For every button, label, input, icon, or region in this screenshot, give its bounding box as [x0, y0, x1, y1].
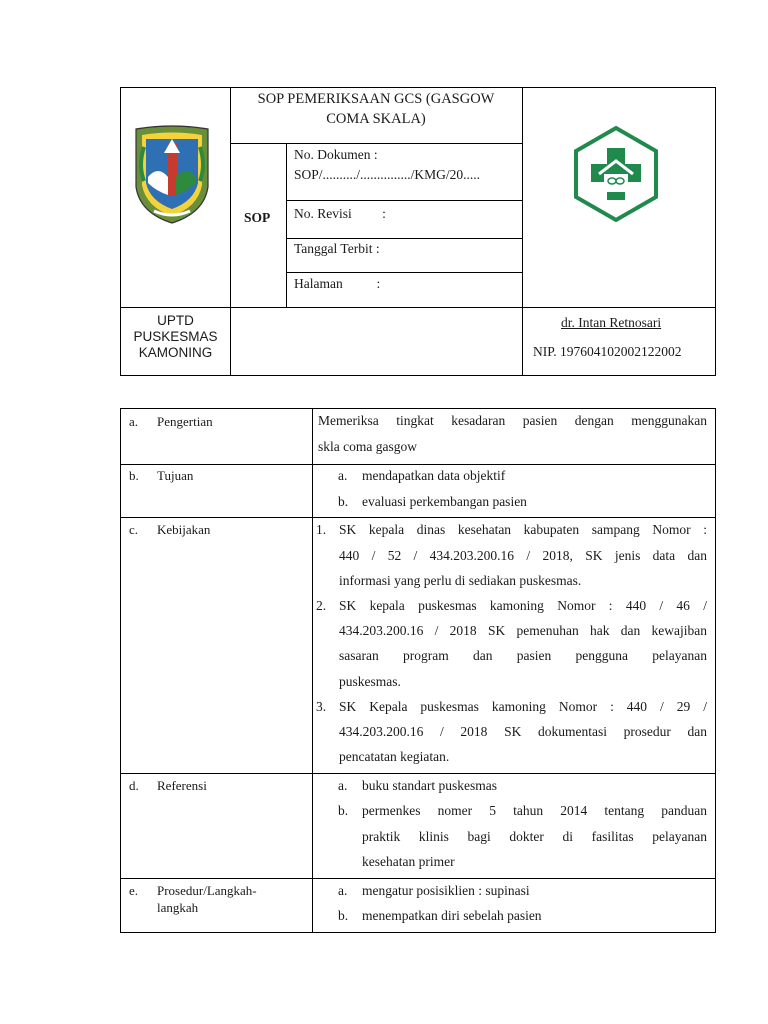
row-a-label: Pengertian	[157, 414, 213, 429]
row-c-item-1-line-2: 440 / 52 / 434.203.200.16 / 2018, SK jenis data dan	[339, 548, 707, 563]
org-line-1: UPTD	[157, 313, 194, 328]
row-c-item-2-line-2: 434.203.200.16 / 2018 SK pemenuhan hak dan kewajiban	[339, 623, 707, 638]
row-d-item-a-text: buku standart puskesmas	[362, 778, 497, 793]
row-a-line-1: Memeriksa tingkat kesadaran pasien dengan menggunakan	[318, 413, 707, 428]
row-b-item-a-marker: a.	[338, 468, 348, 483]
row-c-item-3-line-2: 434.203.200.16 / 2018 SK dokumentasi prosedur dan	[339, 724, 707, 739]
signatory-name: dr. Intan Retnosari	[561, 315, 662, 330]
row-c-item-3-marker: 3.	[316, 699, 327, 714]
row-e-item-b-marker: b.	[338, 908, 349, 923]
row-c-item-1-line-1: SK kepala dinas kesehatan kabupaten sampang Nomor :	[339, 522, 707, 537]
row-b-label: Tujuan	[157, 468, 194, 483]
row-b-item-a-text: mendapatkan data objektif	[362, 468, 506, 483]
signatory-nip: NIP. 197604102002122002	[533, 344, 682, 359]
sop-label: SOP	[244, 210, 271, 225]
row-d-label: Referensi	[157, 778, 207, 793]
row-a-letter: a.	[129, 414, 139, 429]
row-e-label-line-1: Prosedur/Langkah-	[157, 883, 257, 898]
row-a-line-2: skla coma gasgow	[318, 439, 417, 454]
row-e-item-a-marker: a.	[338, 883, 348, 898]
row-c-item-1-marker: 1.	[316, 522, 327, 537]
row-e-letter: e.	[129, 883, 139, 898]
row-c-item-2-line-4: puskesmas.	[339, 674, 401, 689]
row-c-letter: c.	[129, 522, 139, 537]
field-no-revisi: No. Revisi :	[294, 206, 386, 221]
document-title: SOP PEMERIKSAAN GCS (GASGOW COMA SKALA)	[257, 91, 495, 127]
row-c-item-2-marker: 2.	[316, 598, 327, 613]
row-c-item-2-line-1: SK kepala puskesmas kamoning Nomor : 440 / 46 /	[339, 598, 707, 613]
row-c-item-2-line-3: sasaran program dan pasien pengguna pelayanan	[339, 648, 707, 663]
row-d-item-b-line-3: kesehatan primer	[362, 854, 455, 869]
row-b-letter: b.	[129, 468, 139, 483]
row-b-item-b-text: evaluasi perkembangan pasien	[362, 494, 527, 509]
row-c-label: Kebijakan	[157, 522, 211, 537]
row-e-item-a-text: mengatur posisiklien : supinasi	[362, 883, 530, 898]
field-no-dokumen-value: SOP/........../.............../KMG/20.....	[294, 167, 481, 182]
regency-emblem-icon	[132, 125, 212, 225]
row-d-item-b-line-1: permenkes nomer 5 tahun 2014 tentang panduan	[362, 803, 707, 818]
field-tanggal-terbit: Tanggal Terbit :	[294, 241, 380, 256]
row-e-label-line-2: langkah	[157, 900, 199, 915]
row-c-item-1-line-3: informasi yang perlu di sediakan puskesmas.	[339, 573, 582, 588]
row-d-item-b-marker: b.	[338, 803, 349, 818]
row-c-item-3-line-1: SK Kepala puskesmas kamoning Nomor : 440 / 29 /	[339, 699, 707, 714]
row-b-item-b-marker: b.	[338, 494, 349, 509]
row-c-item-3-line-3: pencatatan kegiatan.	[339, 749, 450, 764]
row-d-item-b-line-2: praktik klinis bagi dokter di fasilitas pelayanan	[362, 829, 707, 844]
org-line-3: KAMONING	[138, 345, 213, 360]
row-e-item-b-text: menempatkan diri sebelah pasien	[362, 908, 542, 923]
org-line-2: PUSKESMAS	[133, 329, 218, 344]
field-halaman: Halaman :	[294, 276, 381, 291]
field-no-dokumen: No. Dokumen :	[294, 147, 378, 162]
puskesmas-logo-icon	[571, 124, 661, 224]
row-d-item-a-marker: a.	[338, 778, 348, 793]
row-d-letter: d.	[129, 778, 139, 793]
